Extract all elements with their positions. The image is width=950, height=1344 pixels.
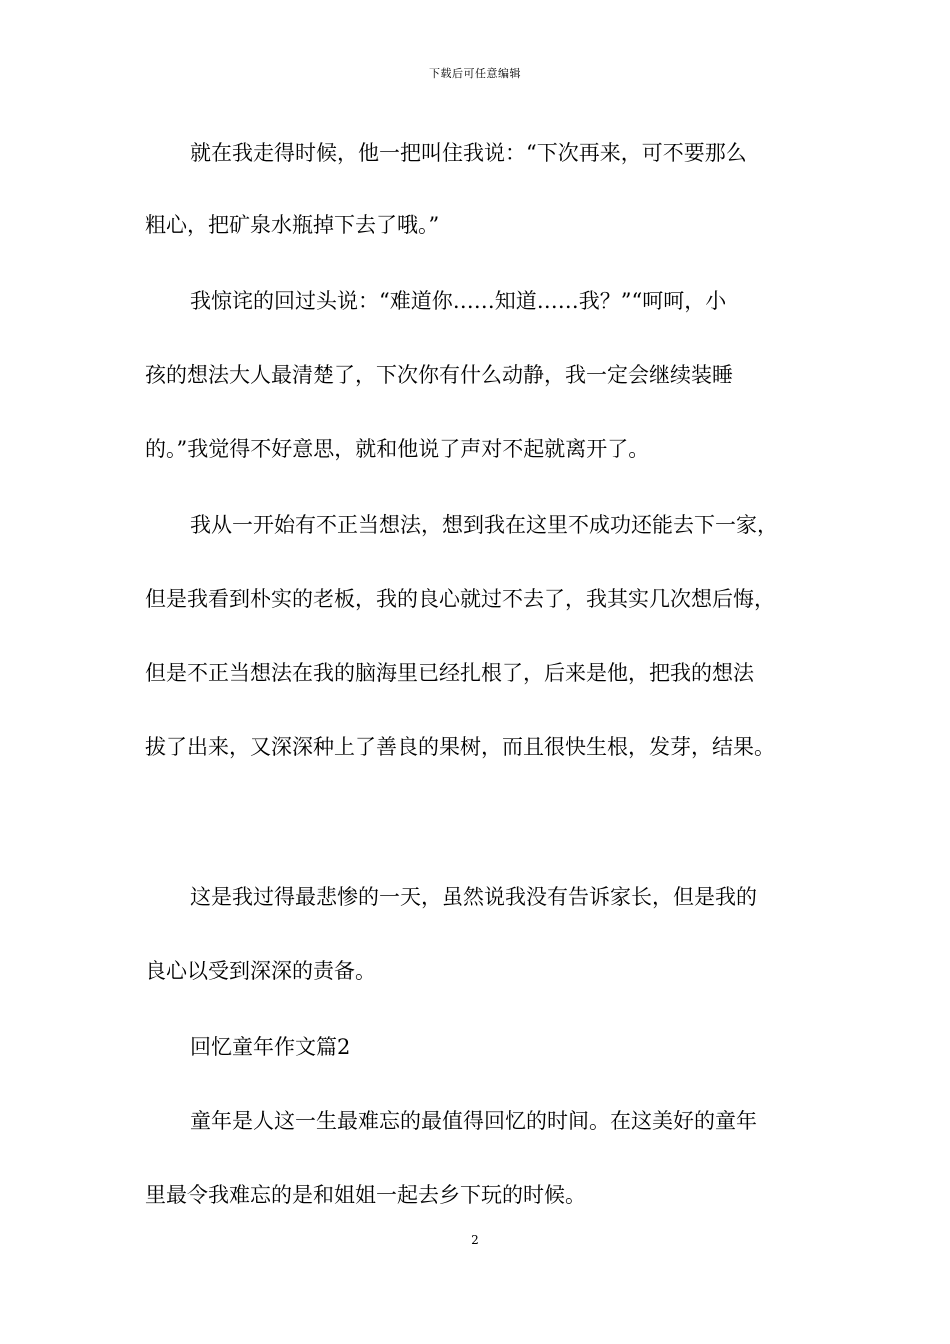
paragraph-text: 孩的想法大人最清楚了，下次你有什么动静，我一定会继续装睡 [145, 363, 733, 387]
paragraph-text: 但是不正当想法在我的脑海里已经扎根了，后来是他，把我的想法 [145, 661, 754, 685]
paragraph-text: 里最令我难忘的是和姐姐一起去乡下玩的时候。 [145, 1183, 586, 1207]
paragraph-text: 粗心，把矿泉水瓶掉下去了哦。” [145, 213, 440, 237]
paragraph-text: 拔了出来，又深深种上了善良的果树，而且很快生根，发芽，结果。 [145, 735, 775, 759]
paragraph-text: 的。”我觉得不好意思，就和他说了声对不起就离开了。 [145, 437, 650, 461]
page-number: 2 [471, 1233, 479, 1247]
paragraph-text: 童年是人这一生最难忘的最值得回忆的时间。在这美好的童年 [190, 1109, 757, 1133]
page-header: 下载后可任意编辑 [429, 67, 521, 80]
paragraph-text: 但是我看到朴实的老板，我的良心就过不去了，我其实几次想后悔， [145, 587, 775, 611]
paragraph-text: 我惊诧的回过头说：“难道你……知道……我？”“呵呵，小 [190, 289, 727, 313]
section-heading-text: 回忆童年作文篇2 [190, 1035, 351, 1059]
paragraph-text: 就在我走得时候，他一把叫住我说：“下次再来，可不要那么 [190, 141, 747, 165]
paragraph-text: 这是我过得最悲惨的一天，虽然说我没有告诉家长，但是我的 [190, 885, 757, 909]
paragraph-text: 良心以受到深深的责备。 [145, 959, 376, 983]
paragraph-text: 我从一开始有不正当想法，想到我在这里不成功还能去下一家， [190, 513, 778, 537]
